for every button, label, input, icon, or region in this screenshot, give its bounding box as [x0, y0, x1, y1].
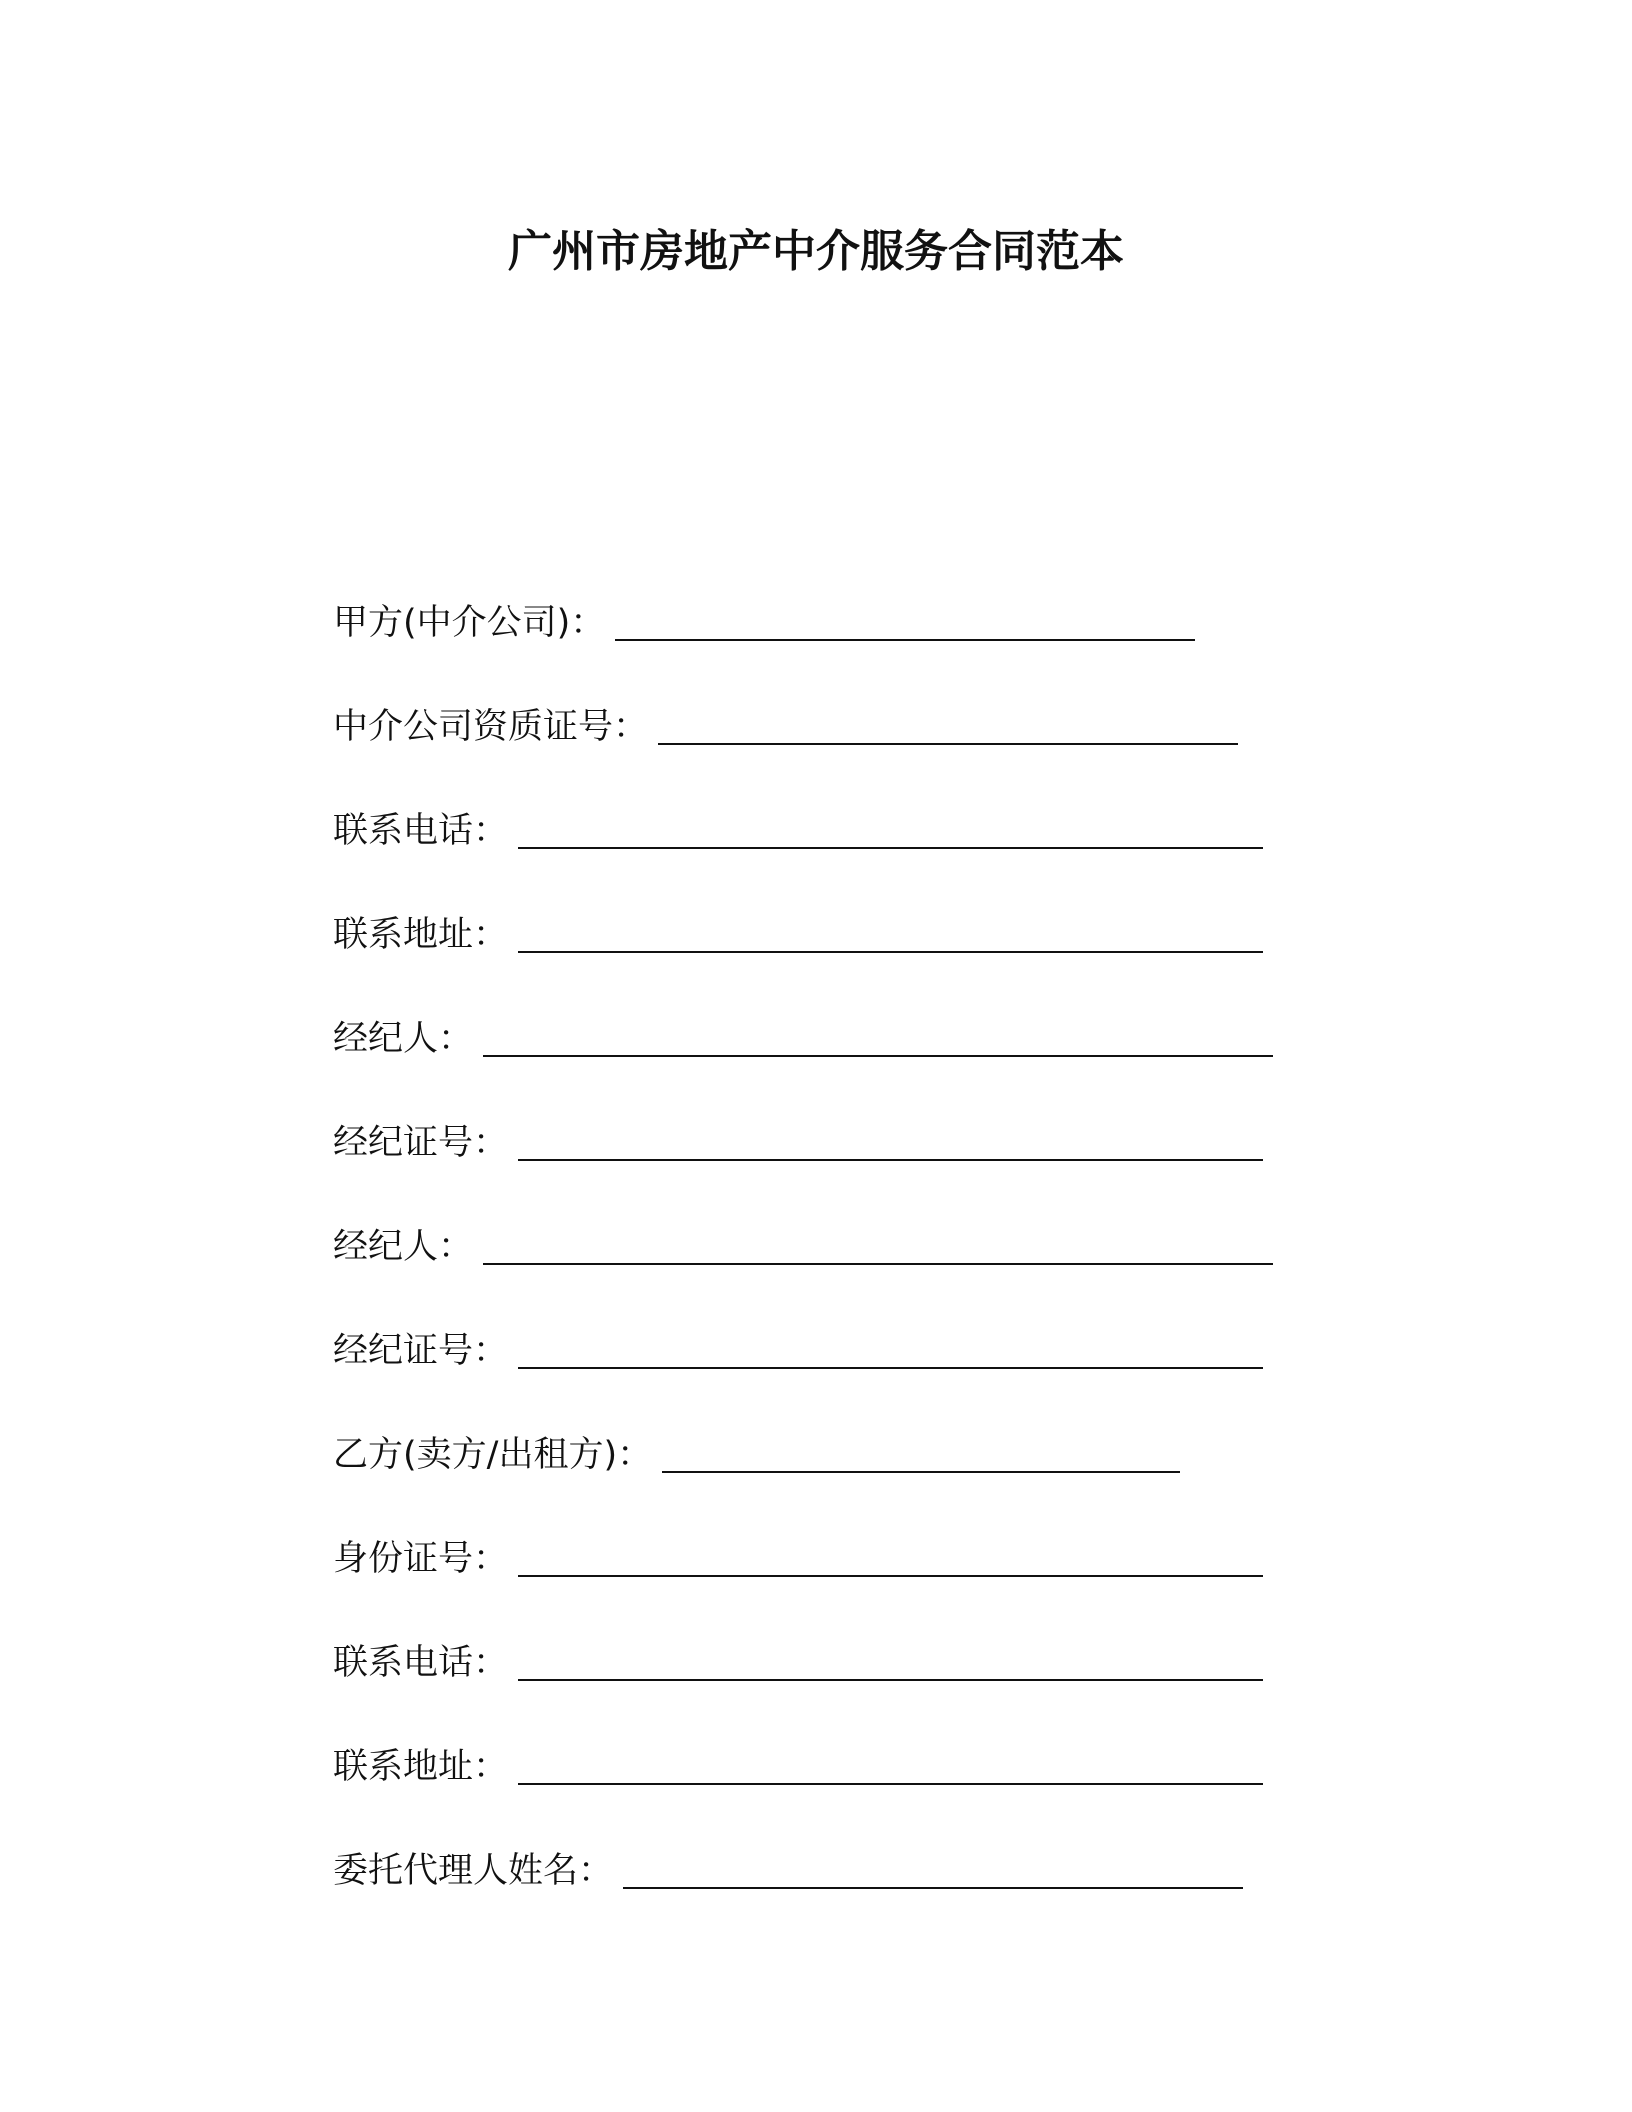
field-row-broker-license-2: [333, 1326, 1263, 1376]
blank-line[interactable]: [483, 1055, 1273, 1057]
field-label: 甲方(中介公司)：: [333, 603, 606, 643]
blank-line[interactable]: [658, 743, 1238, 745]
field-label: 经纪人：: [333, 1019, 474, 1059]
field-row-seller-address: [333, 1742, 1263, 1792]
field-row-agency-address: [333, 910, 1263, 960]
field-row-agency-license: [333, 702, 1238, 752]
field-label: 经纪证号：: [333, 1123, 509, 1163]
field-row-party-a: [333, 598, 1195, 648]
field-row-broker-1: [333, 1014, 1273, 1064]
field-label: 联系地址：: [333, 915, 509, 955]
document-title: 广州市房地产中介服务合同范本: [508, 226, 1124, 277]
field-row-broker-2: [333, 1222, 1273, 1272]
blank-line[interactable]: [518, 1159, 1263, 1161]
field-label: 联系电话：: [333, 1643, 509, 1683]
blank-line[interactable]: [483, 1263, 1273, 1265]
blank-line[interactable]: [615, 639, 1195, 641]
blank-line[interactable]: [518, 951, 1263, 953]
blank-line[interactable]: [518, 847, 1263, 849]
field-label: 委托代理人姓名：: [333, 1851, 614, 1891]
blank-line[interactable]: [623, 1887, 1243, 1889]
blank-line[interactable]: [518, 1575, 1263, 1577]
field-label: 中介公司资质证号：: [333, 707, 649, 747]
field-label: 联系电话：: [333, 811, 509, 851]
blank-line[interactable]: [518, 1679, 1263, 1681]
field-label: 经纪人：: [333, 1227, 474, 1267]
field-label: 乙方(卖方/出租方)：: [333, 1435, 653, 1475]
field-row-seller-phone: [333, 1638, 1263, 1688]
blank-line[interactable]: [518, 1367, 1263, 1369]
field-row-party-b: [333, 1430, 1180, 1480]
field-row-broker-license-1: [333, 1118, 1263, 1168]
field-label: 身份证号：: [333, 1539, 509, 1579]
blank-line[interactable]: [662, 1471, 1180, 1473]
field-label: 联系地址：: [333, 1747, 509, 1787]
field-row-agency-phone: [333, 806, 1263, 856]
field-label: 经纪证号：: [333, 1331, 509, 1371]
field-row-agent-name: [333, 1846, 1243, 1896]
blank-line[interactable]: [518, 1783, 1263, 1785]
field-row-id-number: [333, 1534, 1263, 1584]
